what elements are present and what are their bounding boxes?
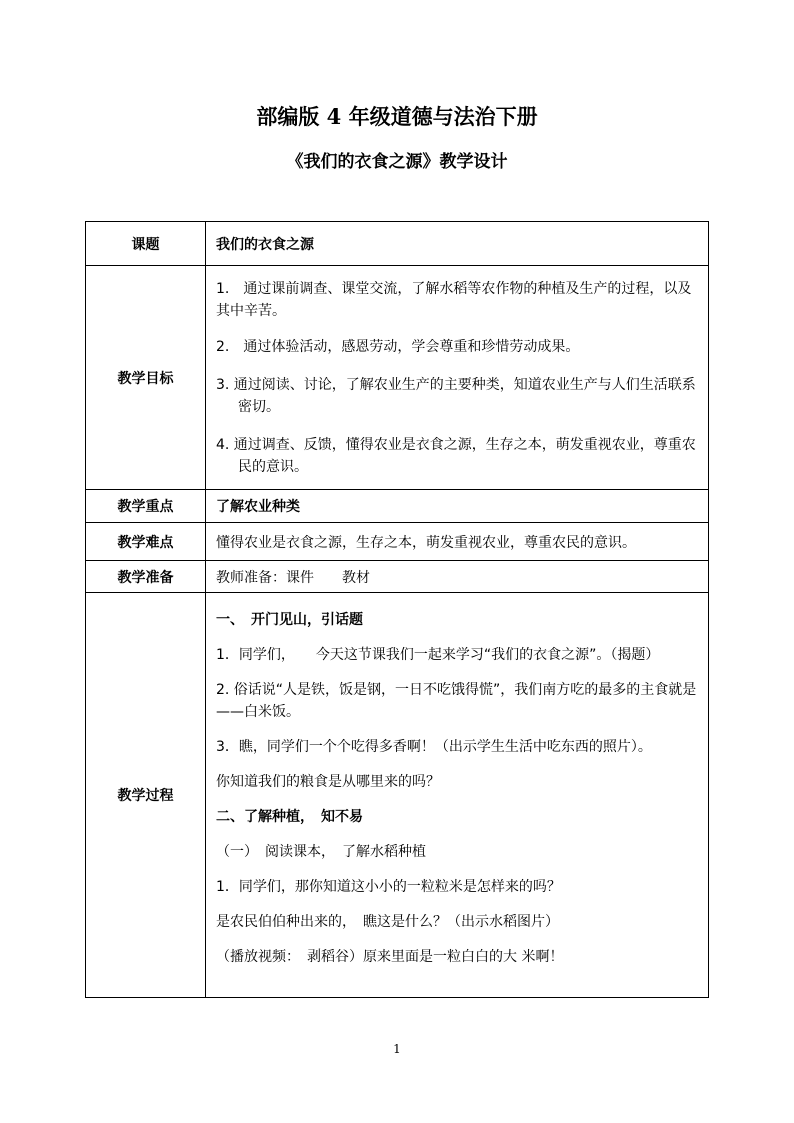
goal-item: 2. 通过体验活动，感恩劳动，学会尊重和珍惜劳动成果。 xyxy=(216,338,580,355)
process-line: 1．同学们， 今天这节课我们一起来学习“我们的衣食之源”。（揭题） xyxy=(216,647,660,663)
process-row xyxy=(86,593,709,998)
preparation-label: 教学准备 xyxy=(86,561,206,593)
page-number: 1 xyxy=(393,1042,401,1056)
process-line: 你知道我们的粮食是从哪里来的吗？ xyxy=(216,774,440,790)
document-title: 部编版 4 年级道德与法治下册 xyxy=(256,104,538,129)
topic-label: 课题 xyxy=(86,222,206,266)
process-line: 3．瞧，同学们一个个吃得多香啊！（出示学生生活中吃东西的照片）。 xyxy=(216,739,652,755)
goals-label: 教学目标 xyxy=(86,266,206,490)
process-label: 教学过程 xyxy=(86,593,206,998)
goals-content xyxy=(206,266,709,490)
difficulty-value: 懂得农业是衣食之源，生存之本，萌发重视农业，尊重农民的意识。 xyxy=(206,523,709,561)
key-point-row xyxy=(86,490,709,523)
process-line: 是农民伯伯种出来的， 瞧这是什么？（出示水稻图片） xyxy=(216,914,559,930)
lesson-plan-table xyxy=(85,221,709,998)
difficulty-row xyxy=(86,523,709,561)
preparation-row xyxy=(86,561,709,593)
goal-item: 3. 通过阅读、讨论，了解农业生产的主要种类，知道农业生产与人们生活联系 密切。 xyxy=(216,376,696,415)
process-subheading: （一） 阅读课本， 了解水稻种植 xyxy=(216,844,426,860)
goal-item: 4. 通过调查、反馈，懂得农业是衣食之源，生存之本，萌发重视农业，尊重农民的意识。 xyxy=(216,436,696,475)
difficulty-label: 教学难点 xyxy=(86,523,206,561)
process-content xyxy=(206,593,709,998)
process-line: 2. 俗话说“人是铁，饭是钢，一日不吃饿得慌”，我们南方吃的最多的主食就是——白米饭。 xyxy=(216,682,697,720)
preparation-value: 教师准备：课件 教材 xyxy=(206,561,709,593)
key-point-label: 教学重点 xyxy=(86,490,206,523)
goals-row xyxy=(86,266,709,490)
topic-value: 我们的衣食之源 xyxy=(206,222,709,266)
goal-item: 1. 通过课前调查、课堂交流，了解水稻等农作物的种植及生产的过程，以及其中辛苦。 xyxy=(216,280,692,319)
document-subtitle: 《我们的衣食之源》教学设计 xyxy=(286,152,508,172)
process-heading: 一、 开门见山，引话题 xyxy=(216,612,363,628)
key-point-value: 了解农业种类 xyxy=(206,490,709,523)
process-heading: 二、了解种植， 知不易 xyxy=(216,809,363,825)
process-line: （播放视频： 剥稻谷）原来里面是一粒白白的大 米啊！ xyxy=(216,949,564,965)
process-line: 1．同学们，那你知道这小小的一粒粒米是怎样来的吗？ xyxy=(216,879,561,895)
topic-row xyxy=(86,222,709,266)
